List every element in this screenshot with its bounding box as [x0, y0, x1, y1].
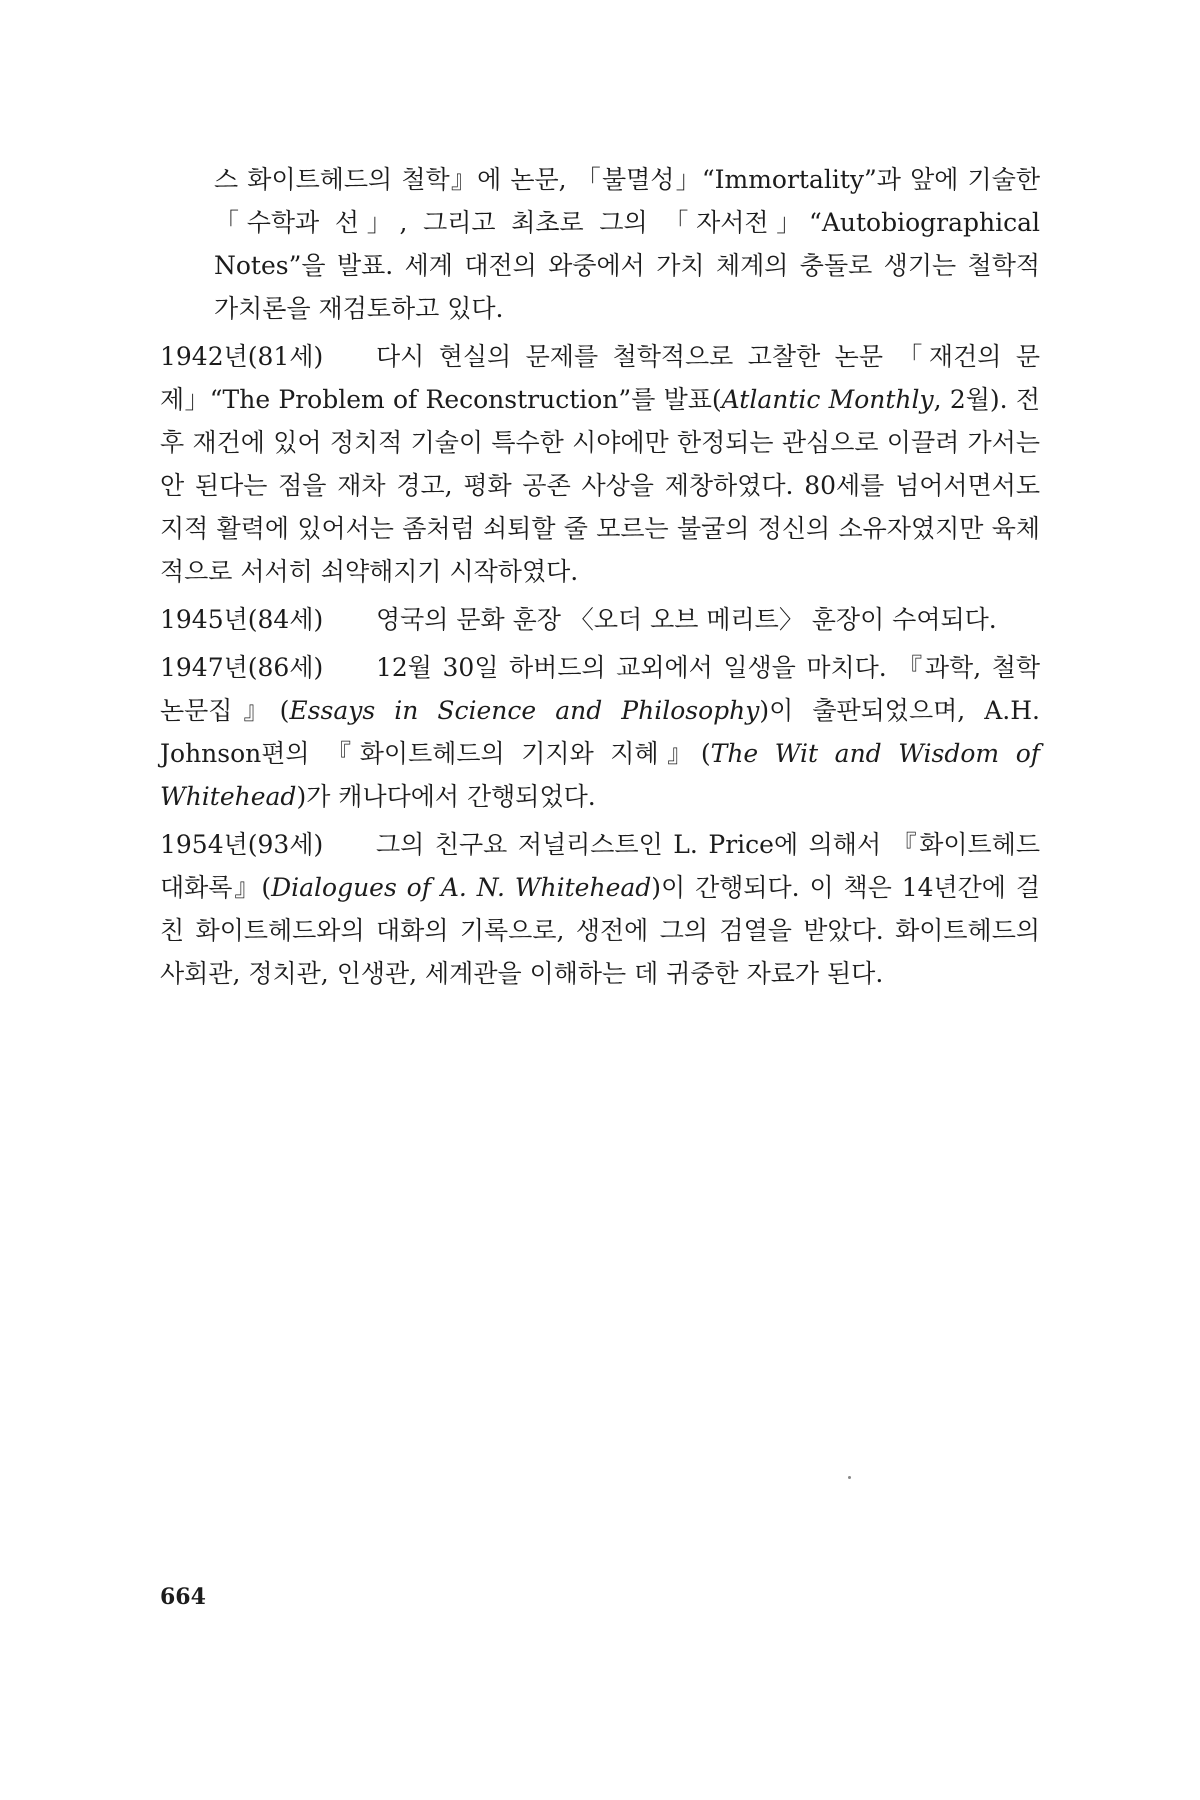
- chronology-text: [160, 158, 1040, 995]
- entry-text: )이 출판되었으며, A.H. Johnson편의 『화이트헤드의 기지와 지혜』(: [160, 696, 1040, 768]
- publication-title: Atlantic Monthly: [721, 385, 934, 414]
- publication-title: Essays in Science and Philosophy: [289, 696, 760, 725]
- publication-title: Dialogues of A. N. Whitehead: [271, 873, 652, 902]
- entry-year: 1942년(81세): [160, 342, 324, 371]
- entry-text: )가 캐나다에서 간행되었다.: [296, 782, 596, 811]
- paper-speck: [848, 1476, 851, 1479]
- entry-1945: [160, 598, 1040, 641]
- entry-year: 1945년(84세): [160, 605, 324, 634]
- entry-text: 그의 친구요 저널리스트인 L. Price에 의해서 『화이트헤드 대화록』(: [160, 830, 1040, 902]
- publication-title: The Wit and Wisdom of Whitehead: [160, 739, 1041, 811]
- entry-text: 12월 30일 하버드의 교외에서 일생을 마치다. 『과학, 철학 논문집』(: [160, 653, 1040, 725]
- opening-paragraph: 스 화이트헤드의 철학』에 논문, 「불멸성」“Immortality”과 앞에 기술한 「수학과 선」, 그리고 최초로 그의 「자서전」“Autobiographical Notes”을 발표. 세계 대전의 와중에서 가치 체계의 충돌로 생기는 철학적 가치론을 재검토하고 있다.: [214, 165, 1040, 323]
- entry-1954: [160, 823, 1040, 995]
- page-number: 664: [160, 1584, 206, 1610]
- entry-year: 1954년(93세): [160, 830, 324, 859]
- entry-text: , 2월). 전후 재건에 있어 정치적 기술이 특수한 시야에만 한정되는 관심으로 이끌려 가서는 안 된다는 점을 재차 경고, 평화 공존 사상을 제창하였다. 80세를 넘어서면서도 지적 활력에 있어서는 좀처럼 쇠퇴할 줄 모르는 불굴의 정신의 소유자였지만 육체적으로 서서히 쇠약해지기 시작하였다.: [160, 385, 1041, 586]
- entry-text: )이 간행되다. 이 책은 14년간에 걸친 화이트헤드와의 대화의 기록으로, 생전에 그의 검열을 받았다. 화이트헤드의 사회관, 정치관, 인생관, 세계관을 이해하는 데 귀중한 자료가 된다.: [160, 873, 1040, 988]
- entry-text: 다시 현실의 문제를 철학적으로 고찰한 논문 「재건의 문제」“The Problem of Reconstruction”를 발표(: [160, 342, 1040, 414]
- entry-year: 1947년(86세): [160, 653, 324, 682]
- entry-text: 영국의 문화 훈장 〈오더 오브 메리트〉 훈장이 수여되다.: [376, 605, 997, 634]
- entry-1947: [160, 646, 1040, 818]
- entry-1942: [160, 335, 1040, 593]
